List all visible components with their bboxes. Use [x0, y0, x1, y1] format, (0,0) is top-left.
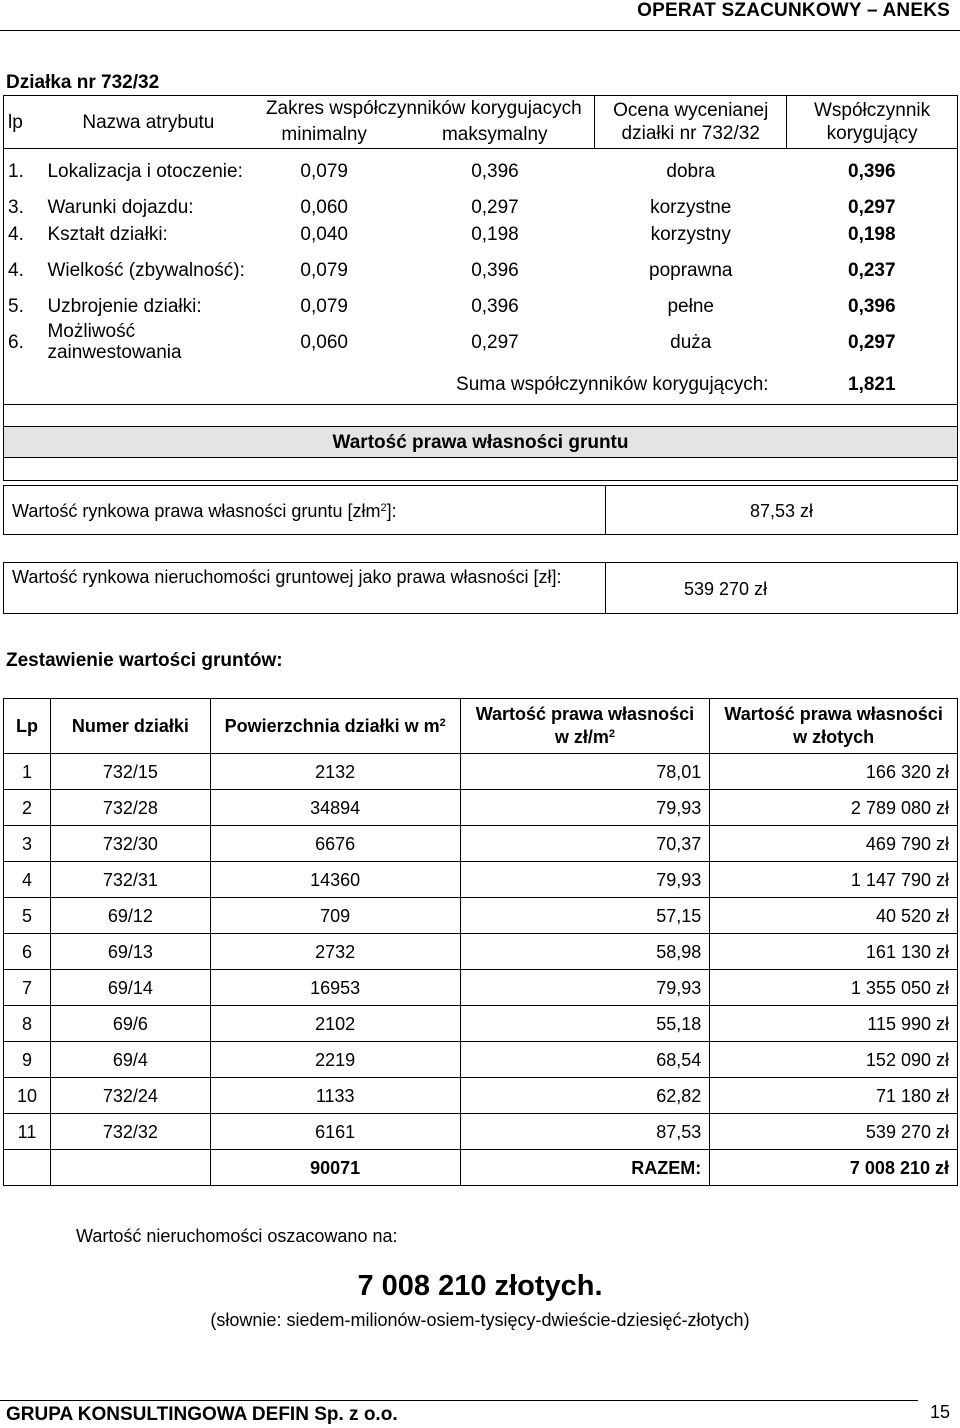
- correction-row: 6. Możliwość zainwestowania 0,060 0,297 duża 0,297: [4, 320, 958, 365]
- cell-lp: 5: [4, 898, 51, 934]
- table-row: [4, 1078, 958, 1114]
- cell-total: 1 355 050 zł: [710, 970, 958, 1006]
- cell-unit: 87,53: [460, 1114, 710, 1150]
- cell-plot: 732/24: [50, 1078, 210, 1114]
- cell-unit: 58,98: [460, 934, 710, 970]
- cell-total: 40 520 zł: [710, 898, 958, 934]
- cell-unit: 55,18: [460, 1006, 710, 1042]
- cell-total: 166 320 zł: [710, 754, 958, 790]
- cell-lp: 10: [4, 1078, 51, 1114]
- cell-area: 2132: [210, 754, 460, 790]
- correction-row: 3. Warunki dojazdu: 0,060 0,297 korzystne 0,297: [4, 194, 958, 221]
- table-row: [4, 934, 958, 970]
- cell-plot: 732/31: [50, 862, 210, 898]
- correction-row: 1. Lokalizacja i otoczenie: 0,079 0,396 dobra 0,396: [4, 149, 958, 194]
- total-area: 90071: [210, 1150, 460, 1186]
- page-header-title: OPERAT SZACUNKOWY – ANEKS: [637, 0, 950, 21]
- cell-unit: 79,93: [460, 862, 710, 898]
- cell-total: 115 990 zł: [710, 1006, 958, 1042]
- sum-label: Suma współczynników korygujących:: [395, 365, 786, 405]
- cell-unit: 62,82: [460, 1078, 710, 1114]
- cell-area: 709: [210, 898, 460, 934]
- total-value: 7 008 210 zł: [710, 1150, 958, 1186]
- cell-total: 161 130 zł: [710, 934, 958, 970]
- cell-plot: 69/4: [50, 1042, 210, 1078]
- cell-unit: 57,15: [460, 898, 710, 934]
- cell-unit: 79,93: [460, 790, 710, 826]
- head-lp: Lp: [4, 699, 51, 754]
- table-row: [4, 898, 958, 934]
- value-title: Wartość prawa własności gruntu: [3, 426, 958, 458]
- estimate-label: Wartość nieruchomości oszacowano na:: [76, 1226, 398, 1246]
- cell-plot: 732/28: [50, 790, 210, 826]
- page-number: 15: [930, 1402, 951, 1422]
- cell-lp: 1: [4, 754, 51, 790]
- cell-unit: 78,01: [460, 754, 710, 790]
- correction-row: 4. Kształt działki: 0,040 0,198 korzystny 0,198: [4, 221, 958, 248]
- cell-lp: 3: [4, 826, 51, 862]
- cell-total: 469 790 zł: [710, 826, 958, 862]
- cell-area: 2732: [210, 934, 460, 970]
- correction-row: 5. Uzbrojenie działki: 0,079 0,396 pełne 0,396: [4, 293, 958, 320]
- head-name: Nazwa atrybutu: [43, 96, 253, 149]
- table-row: [4, 970, 958, 1006]
- head-total: Wartość prawa własności w złotych: [710, 699, 958, 754]
- estimate-words: (słownie: siedem-milionów-osiem-tysięcy-dwieście-dziesięć-złotych): [210, 1310, 750, 1330]
- table-row: [4, 826, 958, 862]
- cell-area: 6676: [210, 826, 460, 862]
- footer-rule: [0, 1400, 918, 1401]
- table-row: [4, 1042, 958, 1078]
- head-min: minimalny: [253, 122, 395, 149]
- section-title: Działka nr 732/32: [6, 72, 160, 93]
- cell-plot: 69/13: [50, 934, 210, 970]
- estimate-value: 7 008 210 złotych.: [357, 1270, 603, 1302]
- table-row: [4, 754, 958, 790]
- market-value-label: Wartość rynkowa prawa własności gruntu [złm$^2$]:: [3, 485, 606, 535]
- cell-lp: 8: [4, 1006, 51, 1042]
- cell-total: 1 147 790 zł: [710, 862, 958, 898]
- property-value-label: Wartość rynkowa nieruchomości gruntowej jako prawa własności [zł]:: [3, 562, 606, 614]
- cell-plot: 69/14: [50, 970, 210, 1006]
- market-value: 87,53 zł: [605, 485, 958, 535]
- table-row: [4, 862, 958, 898]
- cell-area: 6161: [210, 1114, 460, 1150]
- head-area: Powierzchnia działki w $m^2$: [210, 699, 460, 754]
- footer-company: GRUPA KONSULTINGOWA DEFIN Sp. z o.o.: [6, 1404, 398, 1425]
- cell-total: 152 090 zł: [710, 1042, 958, 1078]
- cell-plot: 69/12: [50, 898, 210, 934]
- corrections-table: [3, 95, 958, 405]
- table-row: [4, 1006, 958, 1042]
- cell-lp: 2: [4, 790, 51, 826]
- cell-lp: 11: [4, 1114, 51, 1150]
- head-max: maksymalny: [395, 122, 595, 149]
- cell-area: 2219: [210, 1042, 460, 1078]
- head-lp: lp: [4, 96, 44, 149]
- table-row: [4, 790, 958, 826]
- cell-plot: 69/6: [50, 1006, 210, 1042]
- cell-plot: 732/15: [50, 754, 210, 790]
- cell-total: 539 270 zł: [710, 1114, 958, 1150]
- correction-row: 4. Wielkość (zbywalność): 0,079 0,396 poprawna 0,237: [4, 248, 958, 293]
- cell-area: 16953: [210, 970, 460, 1006]
- cell-lp: 7: [4, 970, 51, 1006]
- spacer-row: [3, 457, 958, 481]
- table-row: [4, 1114, 958, 1150]
- cell-area: 1133: [210, 1078, 460, 1114]
- summary-title: Zestawienie wartości gruntów:: [6, 650, 283, 671]
- cell-unit: 79,93: [460, 970, 710, 1006]
- sum-value: 1,821: [787, 365, 958, 405]
- cell-unit: 68,54: [460, 1042, 710, 1078]
- cell-area: 2102: [210, 1006, 460, 1042]
- cell-lp: 6: [4, 934, 51, 970]
- total-label: RAZEM:: [460, 1150, 710, 1186]
- head-unit-value: Wartość prawa własności w $zł/m^2$: [460, 699, 710, 754]
- cell-total: 2 789 080 zł: [710, 790, 958, 826]
- property-value: 539 270 zł: [605, 562, 958, 614]
- head-range: Zakres współczynników korygujacych: [253, 96, 595, 122]
- header-rule: [0, 30, 960, 31]
- head-rating: Ocena wycenianej działki nr 732/32: [595, 96, 787, 149]
- cell-plot: 732/30: [50, 826, 210, 862]
- head-coef: Współczynnik korygujący: [787, 96, 958, 149]
- spacer-row: [3, 405, 958, 427]
- cell-area: 34894: [210, 790, 460, 826]
- summary-table: [3, 698, 958, 1186]
- cell-unit: 70,37: [460, 826, 710, 862]
- cell-lp: 9: [4, 1042, 51, 1078]
- cell-area: 14360: [210, 862, 460, 898]
- cell-lp: 4: [4, 862, 51, 898]
- cell-total: 71 180 zł: [710, 1078, 958, 1114]
- head-plot: Numer działki: [50, 699, 210, 754]
- cell-plot: 732/32: [50, 1114, 210, 1150]
